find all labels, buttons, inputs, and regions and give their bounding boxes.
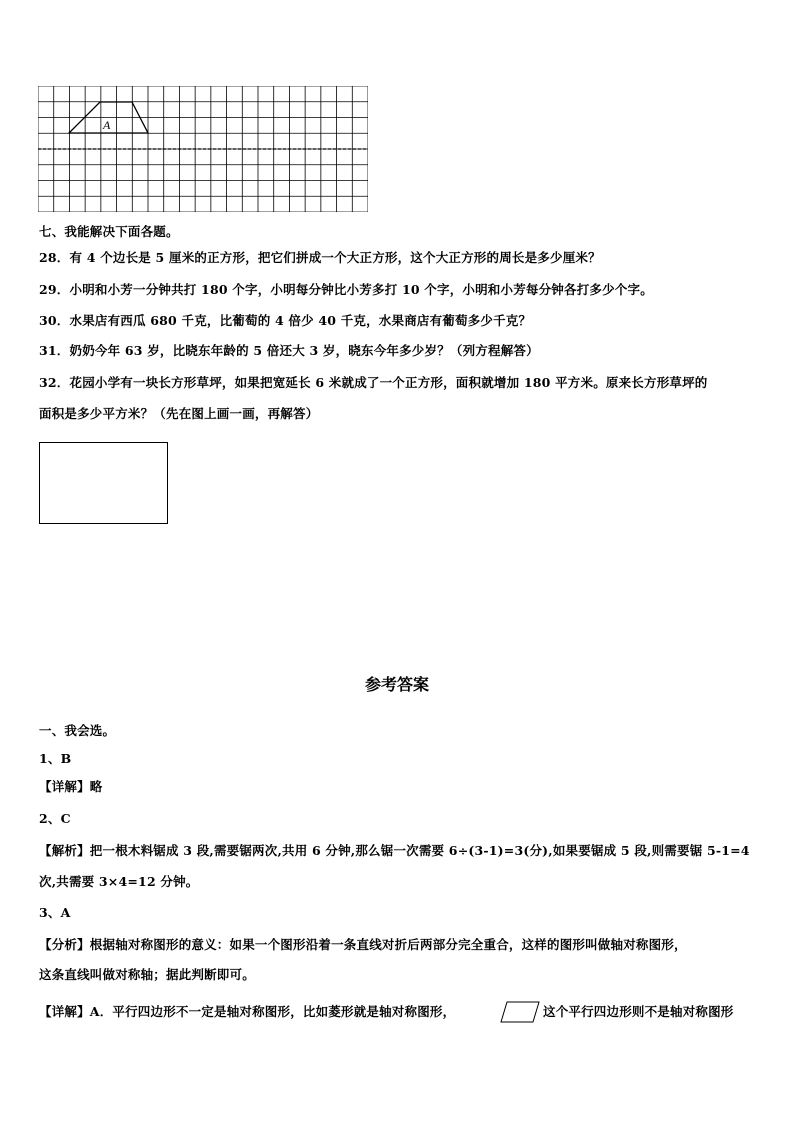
question-32-line-2: 面积是多少平方米？（先在图上画一画，再解答） — [39, 406, 319, 421]
answer-3-detail-part-1: 【详解】A．平行四边形不一定是轴对称图形，比如菱形就是轴对称图形， — [39, 1004, 456, 1019]
section-7-heading: 七、我能解决下面各题。 — [39, 224, 179, 239]
answer-1: 1、B — [39, 751, 72, 766]
answer-3-analysis-line-2: 这条直线叫做对称轴；据此判断即可。 — [39, 967, 255, 982]
answers-title: 参考答案 — [364, 675, 429, 694]
question-30: 30．水果店有西瓜 680 千克，比葡萄的 4 倍少 40 千克，水果商店有葡萄多少千克？ — [39, 313, 532, 328]
rectangle-drawing-box — [39, 442, 168, 524]
question-32-line-1: 32．花园小学有一块长方形草坪，如果把宽延长 6 米就成了一个正方形，面积就增加 180 平方米。原来长方形草坪的 — [39, 375, 708, 390]
answer-3-analysis-line-1: 【分析】根据轴对称图形的意义：如果一个图形沿着一条直线对折后两部分完全重合，这样的图形叫做轴对称图形， — [39, 937, 687, 952]
answer-3: 3、A — [39, 905, 71, 920]
answer-2-analysis-line-2: 次,共需要 3×4=12 分钟。 — [39, 874, 199, 889]
grid-figure — [38, 86, 368, 212]
answer-2: 2、C — [39, 811, 71, 826]
question-29: 29．小明和小芳一分钟共打 180 个字，小明每分钟比小芳多打 10 个字，小明和小芳每分钟各打多少个字。 — [39, 282, 653, 297]
answer-1-detail: 【详解】略 — [39, 779, 103, 794]
answer-2-analysis-line-1: 【解析】把一根木料锯成 3 段,需要锯两次,共用 6 分钟,那么锯一次需要 6÷(3-1)=3(分),如果要锯成 5 段,则需要锯 5-1=4 — [39, 843, 750, 858]
question-28: 28．有 4 个边长是 5 厘米的正方形，把它们拼成一个大正方形，这个大正方形的周长是多少厘米？ — [39, 250, 601, 265]
answer-3-detail-part-2: 这个平行四边形则不是轴对称图形 — [543, 1004, 734, 1019]
trapezoid-label: A — [103, 118, 111, 132]
question-31: 31．奶奶今年 63 岁，比晓东年龄的 5 倍还大 3 岁，晓东今年多少岁？（列方程解答） — [39, 343, 539, 358]
parallelogram-icon — [493, 1000, 541, 1024]
part-1-heading: 一、我会选。 — [39, 723, 116, 738]
